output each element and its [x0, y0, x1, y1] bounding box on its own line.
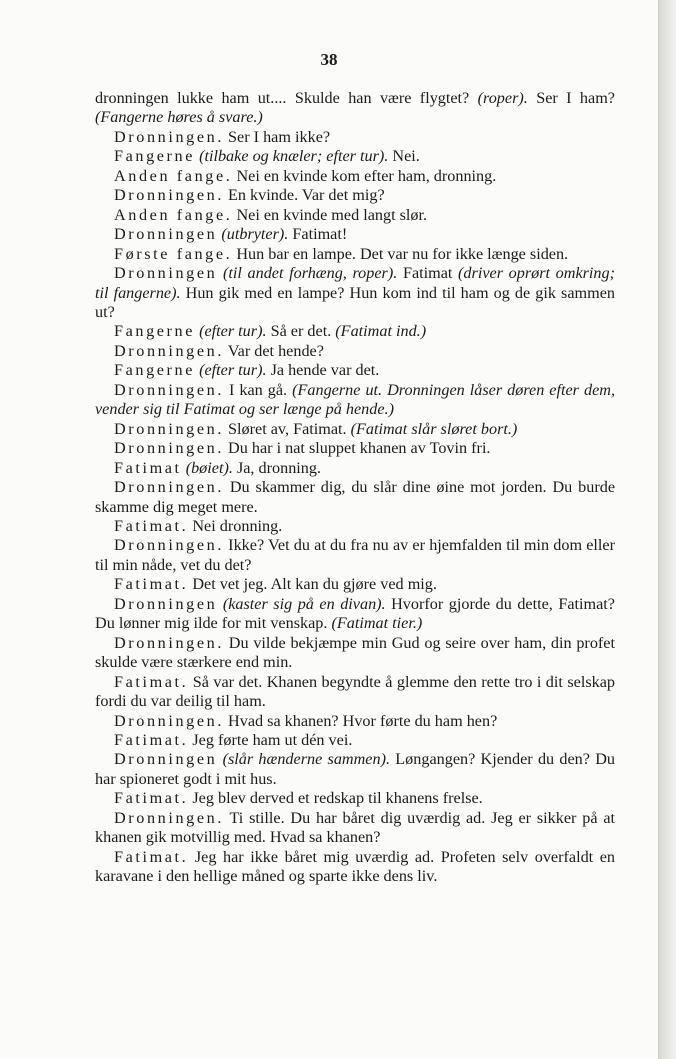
- speaker-name: Fangerne: [114, 322, 196, 341]
- paragraph: [95, 731, 615, 750]
- paragraph: [95, 167, 615, 186]
- paragraph: [95, 478, 615, 517]
- paragraph: [95, 634, 615, 673]
- dialogue-text: Ja, dronning.: [232, 458, 322, 477]
- dialogue-text: Fatimat: [397, 264, 459, 283]
- dialogue-text: Ikke? Vet du at du fra nu av er hjemfalden til min dom eller til min nåde, vet du det?: [95, 536, 615, 574]
- dialogue-text: Hun gik med en lampe? Hun kom ind til ham og de gik sammen ut?: [95, 283, 615, 321]
- speaker-name: Fatimat.: [114, 789, 189, 808]
- dialogue-text: Jeg førte ham ut dén vei.: [188, 730, 353, 749]
- paragraph: [95, 789, 615, 808]
- dialogue-text: Du skammer dig, du slår dine øine mot jorden. Du burde skamme dig meget mere.: [95, 478, 615, 516]
- dialogue-text: Jeg blev derved et redskap til khanens frelse.: [188, 789, 483, 808]
- speaker-name: Dronningen.: [114, 536, 224, 555]
- paragraph: [95, 342, 615, 361]
- paragraph: [95, 206, 615, 225]
- speaker-name: Dronningen.: [114, 711, 224, 730]
- speaker-name: Dronningen.: [114, 633, 224, 652]
- paragraph: [95, 536, 615, 575]
- stage-direction: (slår hænderne sammen).: [222, 750, 391, 769]
- play-text: [95, 89, 615, 887]
- stage-direction: (Fatimat slår sløret bort.): [350, 419, 518, 438]
- stage-direction: (til andet forhæng, roper).: [222, 264, 398, 283]
- dialogue-text: Var det hende?: [223, 341, 324, 360]
- dialogue-text: Nei.: [388, 147, 420, 166]
- stage-direction: (Fangerne høres å svare.): [95, 108, 263, 127]
- speaker-name: Fangerne: [114, 147, 196, 166]
- stage-direction: (tilbake og knæler; efter tur).: [199, 147, 389, 166]
- paragraph: [95, 420, 615, 439]
- paragraph: [95, 595, 615, 634]
- paragraph: [95, 264, 615, 322]
- speaker-name: Anden fange.: [114, 205, 233, 224]
- dialogue-text: Ser I ham?: [527, 89, 615, 107]
- dialogue-text: Ti stille. Du har båret dig uværdig ad. Jeg er sikker på at khanen gik motvillig med. Hvad sa khanen?: [95, 808, 615, 847]
- paragraph: [95, 225, 615, 244]
- paragraph: [95, 809, 615, 848]
- stage-direction: (Fatimat tier.): [331, 614, 423, 633]
- paragraph: [95, 381, 615, 420]
- speaker-name: Dronningen: [114, 225, 218, 244]
- speaker-name: Fatimat.: [114, 575, 189, 594]
- speaker-name: Fatimat.: [114, 672, 189, 691]
- stage-direction: (Fangerne ut. Dronningen låser døren efter dem, vender sig til Fatimat og ser længe på hende.): [95, 380, 615, 419]
- dialogue-text: Hvorfor gjorde du dette, Fatimat? Du lønner mig ilde for mit venskap.: [95, 594, 615, 633]
- speaker-name: Dronningen.: [114, 439, 224, 458]
- speaker-name: Dronningen.: [114, 186, 224, 205]
- dialogue-text: Nei en kvinde med langt slør.: [232, 205, 428, 224]
- paragraph: [95, 128, 615, 147]
- speaker-name: Anden fange.: [114, 166, 233, 185]
- dialogue-text: Du vilde bekjæmpe min Gud og seire over ham, din profet skulde være stærkere end min.: [95, 633, 615, 672]
- paragraph: [95, 750, 615, 789]
- stage-direction: (efter tur).: [199, 361, 267, 380]
- paragraph: [95, 245, 615, 264]
- dialogue-text: Så er det.: [266, 322, 336, 341]
- paragraph: [95, 459, 615, 478]
- speaker-name: Dronningen.: [114, 380, 224, 399]
- paragraph: [95, 439, 615, 458]
- paragraph: [95, 575, 615, 594]
- dialogue-text: Det vet jeg. Alt kan du gjøre ved mig.: [188, 575, 437, 594]
- paragraph: [95, 517, 615, 536]
- stage-direction: (bøiet).: [185, 458, 233, 477]
- stage-direction: (driver oprørt omkring; til fangerne).: [95, 264, 616, 302]
- dialogue-text: Ser I ham ikke?: [223, 127, 331, 146]
- speaker-name: Fatimat.: [114, 847, 189, 866]
- speaker-name: Fatimat: [114, 458, 182, 477]
- speaker-name: Dronningen.: [114, 419, 224, 438]
- dialogue-text: Hvad sa khanen? Hvor førte du ham hen?: [223, 711, 498, 730]
- speaker-name: Første fange.: [114, 244, 233, 263]
- speaker-name: Dronningen.: [114, 808, 224, 827]
- speaker-name: Dronningen: [114, 594, 218, 613]
- speaker-name: Fatimat.: [114, 730, 189, 749]
- stage-direction: (efter tur).: [199, 322, 267, 341]
- speaker-name: Dronningen: [114, 264, 218, 283]
- dialogue-text: I kan gå.: [223, 380, 293, 399]
- paragraph: [95, 361, 615, 380]
- dialogue-text: Du har i nat sluppet khanen av Tovin fri.: [223, 439, 491, 458]
- dialogue-text: Nei en kvinde kom efter ham, dronning.: [232, 166, 497, 185]
- speaker-name: Fatimat.: [114, 516, 189, 535]
- paragraph: [95, 322, 615, 341]
- dialogue-text: Ja hende var det.: [266, 361, 380, 380]
- paragraph: [95, 848, 615, 887]
- paragraph: [95, 712, 615, 731]
- dialogue-text: Sløret av, Fatimat.: [223, 419, 351, 438]
- dialogue-text: Jeg har ikke båret mig uværdig ad. Profeten selv overfaldt en karavane i den hellige måned og sparte ikke dens liv.: [95, 847, 615, 886]
- stage-direction: (Fatimat ind.): [335, 322, 427, 341]
- speaker-name: Fangerne: [114, 361, 196, 380]
- paragraph: [95, 89, 615, 128]
- speaker-name: Dronningen.: [114, 341, 224, 360]
- dialogue-text: dronningen lukke ham ut.... Skulde han være flygtet?: [95, 89, 478, 107]
- speaker-name: Dronningen.: [114, 478, 224, 497]
- dialogue-text: En kvinde. Var det mig?: [223, 186, 385, 205]
- speaker-name: Dronningen: [114, 750, 218, 769]
- paragraph: [95, 186, 615, 205]
- page-number: 38: [320, 50, 338, 69]
- dialogue-text: Nei dronning.: [188, 516, 283, 535]
- paragraph: [95, 147, 615, 166]
- speaker-name: Dronningen.: [114, 127, 224, 146]
- paragraph: [95, 673, 615, 712]
- stage-direction: (kaster sig på en divan).: [222, 594, 386, 613]
- dialogue-text: Hun bar en lampe. Det var nu for ikke længe siden.: [232, 244, 569, 263]
- stage-direction: (roper).: [477, 89, 528, 107]
- dialogue-text: Fatimat!: [288, 225, 348, 244]
- dialogue-text: Løngangen? Kjender du den? Du har spioneret godt i mit hus.: [95, 750, 615, 788]
- dialogue-text: Så var det. Khanen begyndte å glemme den rette tro i dit selskap fordi du var deilig til ham.: [95, 672, 615, 711]
- stage-direction: (utbryter).: [221, 225, 289, 244]
- page-edge: [659, 0, 676, 1059]
